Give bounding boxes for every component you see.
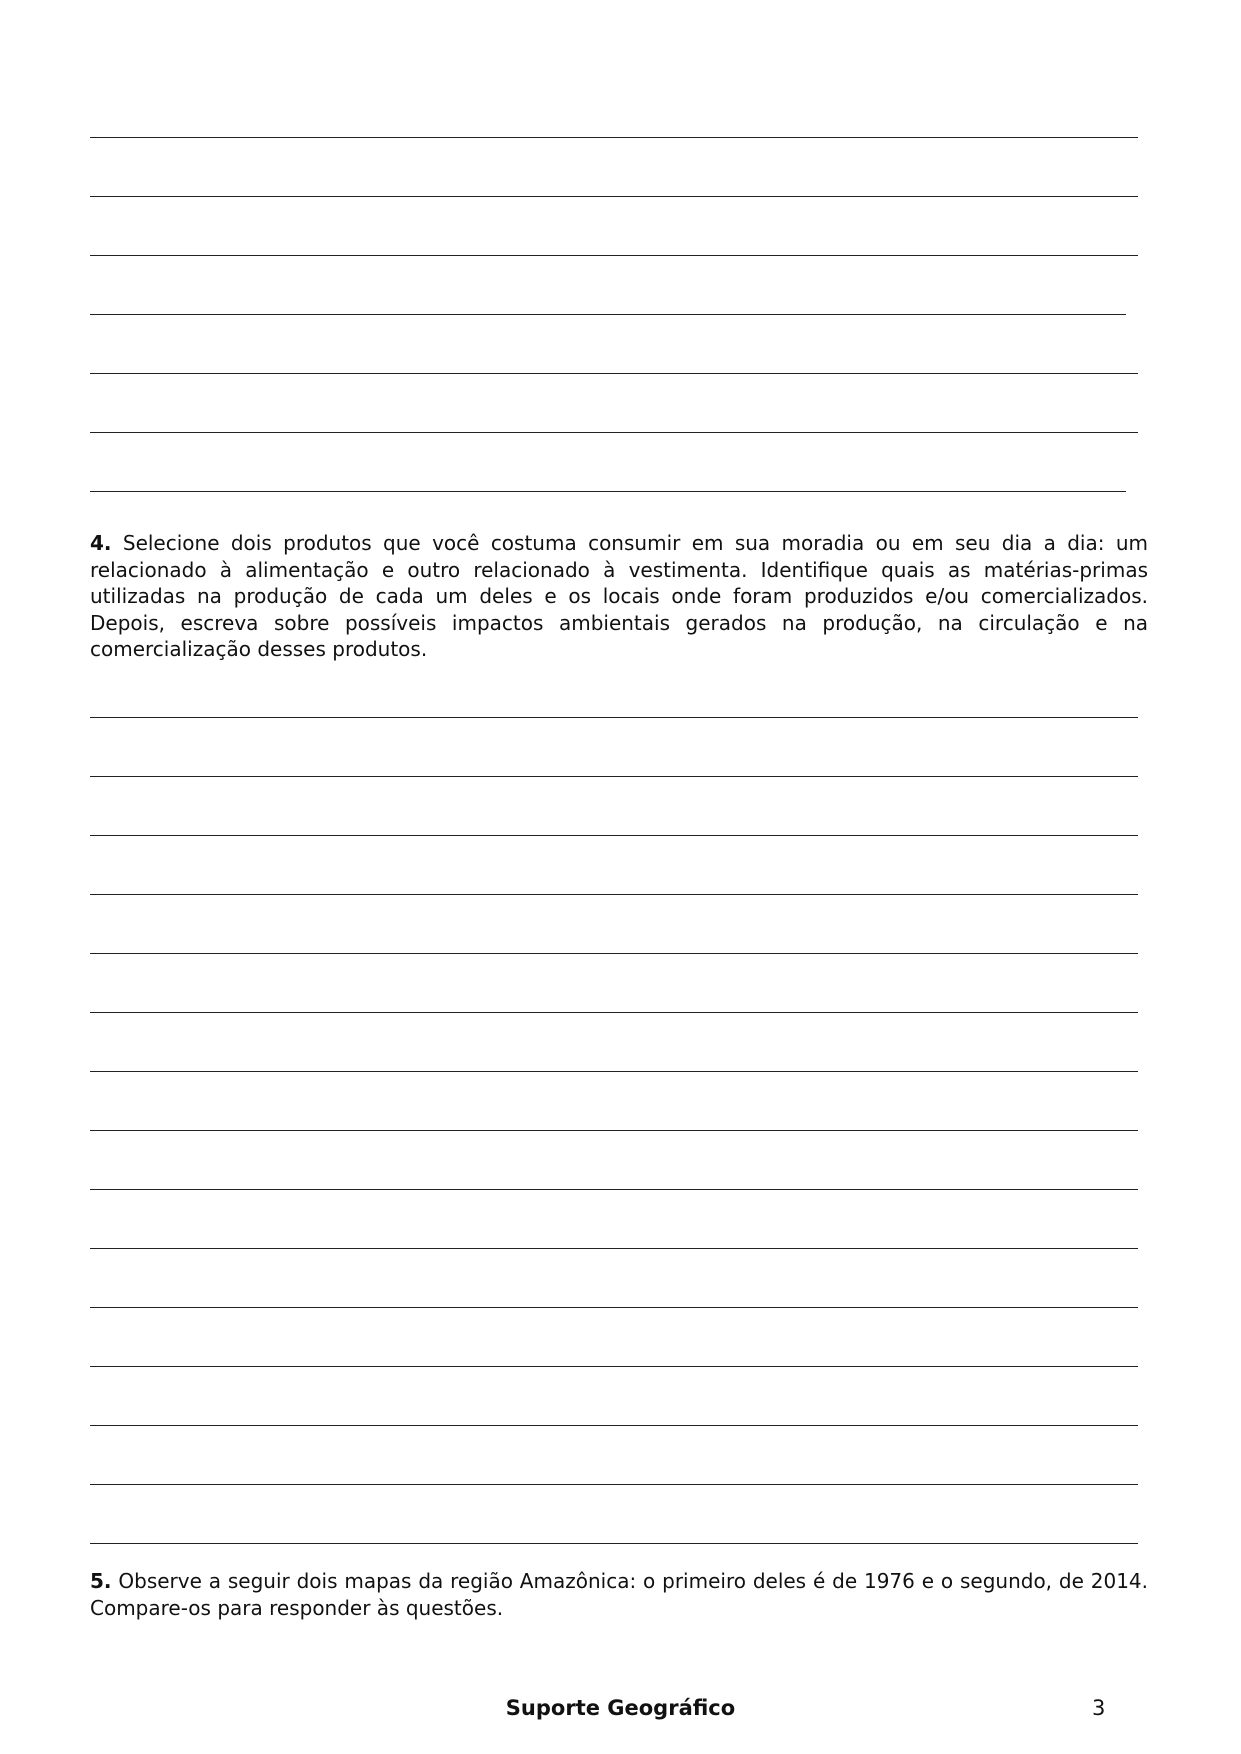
- answer-line: [90, 314, 1126, 315]
- question-5-number: 5.: [90, 1569, 112, 1593]
- answer-line: [90, 1366, 1138, 1367]
- answer-line: [90, 776, 1138, 777]
- answer-line: [90, 1189, 1138, 1190]
- page-number: 3: [1092, 1696, 1106, 1720]
- answer-line: [90, 1543, 1138, 1544]
- answer-line: [90, 137, 1138, 138]
- answer-line: [90, 1307, 1138, 1308]
- answer-line: [90, 196, 1138, 197]
- question-4: [90, 530, 1148, 663]
- answer-line: [90, 1248, 1138, 1249]
- answer-line: [90, 1071, 1138, 1072]
- question-5-text: Observe a seguir dois mapas da região Amazônica: o primeiro deles é de 1976 e o segundo, de 2014. Compare-os para responder às questões.: [90, 1569, 1148, 1620]
- answer-line: [90, 1130, 1138, 1131]
- answer-line: [90, 835, 1138, 836]
- footer-title: Suporte Geográfico: [505, 1696, 736, 1720]
- answer-line: [90, 717, 1138, 718]
- question-4-text: Selecione dois produtos que você costuma consumir em sua moradia ou em seu dia a dia: um relacionado à alimentação e outro relacionado à vestimenta. Identifique quais as matérias-primas utilizadas na produção de cada um deles e os locais onde foram produzidos e/ou comercializados. Depois, escreva sobre possíveis impactos ambientais gerados na produção, na circulação e na comercialização desses produtos.: [90, 531, 1148, 661]
- answer-line: [90, 373, 1138, 374]
- answer-line: [90, 953, 1138, 954]
- answer-line: [90, 894, 1138, 895]
- answer-line: [90, 255, 1138, 256]
- answer-line: [90, 491, 1126, 492]
- answer-line: [90, 1425, 1138, 1426]
- question-4-number: 4.: [90, 531, 112, 555]
- answer-line: [90, 1484, 1138, 1485]
- question-5: [90, 1568, 1148, 1621]
- answer-line: [90, 1012, 1138, 1013]
- answer-line: [90, 432, 1138, 433]
